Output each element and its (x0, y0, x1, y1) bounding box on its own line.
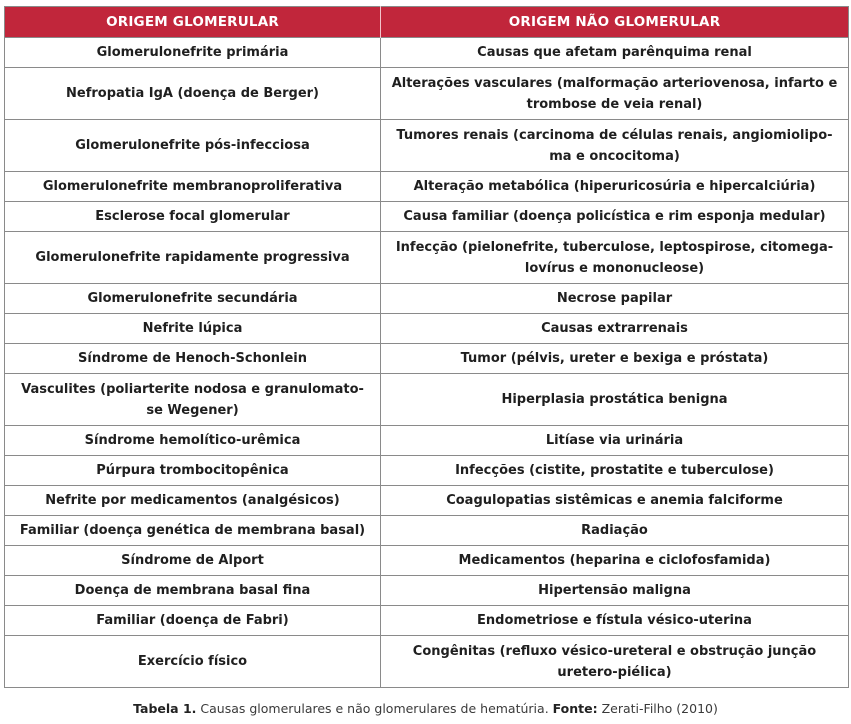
table-row (5, 314, 849, 344)
cell-nao-glomerular: Radiação (381, 516, 849, 546)
table-row (5, 636, 849, 688)
cell-nao-glomerular: Alterações vasculares (malformação arteriovenosa, infarto e trombose de veia renal) (381, 68, 849, 120)
table-row (5, 426, 849, 456)
table-body (5, 38, 849, 688)
cell-nao-glomerular: Causas extrarrenais (381, 314, 849, 344)
cell-nao-glomerular: Medicamentos (heparina e ciclofosfamida) (381, 546, 849, 576)
table-row (5, 38, 849, 68)
cell-glomerular: Nefropatia IgA (doença de Berger) (5, 68, 381, 120)
cell-nao-glomerular: Tumor (pélvis, ureter e bexiga e próstata) (381, 344, 849, 374)
cell-nao-glomerular: Causas que afetam parênquima renal (381, 38, 849, 68)
table-row (5, 284, 849, 314)
cell-glomerular: Glomerulonefrite membranoproliferativa (5, 172, 381, 202)
cell-glomerular: Exercício físico (5, 636, 381, 688)
table-row (5, 576, 849, 606)
cell-glomerular: Glomerulonefrite pós-infecciosa (5, 120, 381, 172)
table-row (5, 344, 849, 374)
cell-nao-glomerular: Necrose papilar (381, 284, 849, 314)
cell-glomerular: Doença de membrana basal fina (5, 576, 381, 606)
cell-glomerular: Síndrome de Henoch-Schonlein (5, 344, 381, 374)
table-row (5, 172, 849, 202)
cell-nao-glomerular: Infecção (pielonefrite, tuberculose, leptospirose, citomega-lovírus e mononucleose) (381, 232, 849, 284)
table-caption (0, 701, 851, 716)
table-row (5, 202, 849, 232)
caption-label: Tabela 1. (133, 701, 197, 716)
table-row (5, 516, 849, 546)
cell-nao-glomerular: Infecções (cistite, prostatite e tuberculose) (381, 456, 849, 486)
hematuria-causes-table (4, 6, 849, 688)
table-row (5, 120, 849, 172)
cell-glomerular: Nefrite por medicamentos (analgésicos) (5, 486, 381, 516)
cell-nao-glomerular: Alteração metabólica (hiperuricosúria e hipercalciúria) (381, 172, 849, 202)
cell-glomerular: Esclerose focal glomerular (5, 202, 381, 232)
cell-glomerular: Familiar (doença genética de membrana basal) (5, 516, 381, 546)
cell-glomerular: Síndrome de Alport (5, 546, 381, 576)
header-nao-glomerular: ORIGEM NÃO GLOMERULAR (381, 7, 849, 38)
table-row (5, 486, 849, 516)
cell-glomerular: Glomerulonefrite rapidamente progressiva (5, 232, 381, 284)
cell-nao-glomerular: Hipertensão maligna (381, 576, 849, 606)
cell-glomerular: Púrpura trombocitopênica (5, 456, 381, 486)
cell-nao-glomerular: Causa familiar (doença policística e rim esponja medular) (381, 202, 849, 232)
table-row (5, 232, 849, 284)
table-row (5, 456, 849, 486)
cell-nao-glomerular: Litíase via urinária (381, 426, 849, 456)
table-row (5, 606, 849, 636)
table-row (5, 68, 849, 120)
caption-source: Zerati-Filho (2010) (597, 701, 718, 716)
cell-nao-glomerular: Congênitas (refluxo vésico-ureteral e obstrução junção uretero-piélica) (381, 636, 849, 688)
table-row (5, 546, 849, 576)
cell-glomerular: Nefrite lúpica (5, 314, 381, 344)
cell-glomerular: Vasculites (poliarterite nodosa e granulomato-se Wegener) (5, 374, 381, 426)
cell-glomerular: Familiar (doença de Fabri) (5, 606, 381, 636)
cell-glomerular: Síndrome hemolítico-urêmica (5, 426, 381, 456)
cell-nao-glomerular: Hiperplasia prostática benigna (381, 374, 849, 426)
cell-nao-glomerular: Endometriose e fístula vésico-uterina (381, 606, 849, 636)
table-row (5, 374, 849, 426)
caption-text: Causas glomerulares e não glomerulares de hematúria. (196, 701, 553, 716)
cell-glomerular: Glomerulonefrite secundária (5, 284, 381, 314)
header-glomerular: ORIGEM GLOMERULAR (5, 7, 381, 38)
cell-nao-glomerular: Coagulopatias sistêmicas e anemia falciforme (381, 486, 849, 516)
table-header-row (5, 7, 849, 38)
cell-glomerular: Glomerulonefrite primária (5, 38, 381, 68)
cell-nao-glomerular: Tumores renais (carcinoma de células renais, angiomiolipo-ma e oncocitoma) (381, 120, 849, 172)
caption-source-label: Fonte: (552, 701, 598, 716)
